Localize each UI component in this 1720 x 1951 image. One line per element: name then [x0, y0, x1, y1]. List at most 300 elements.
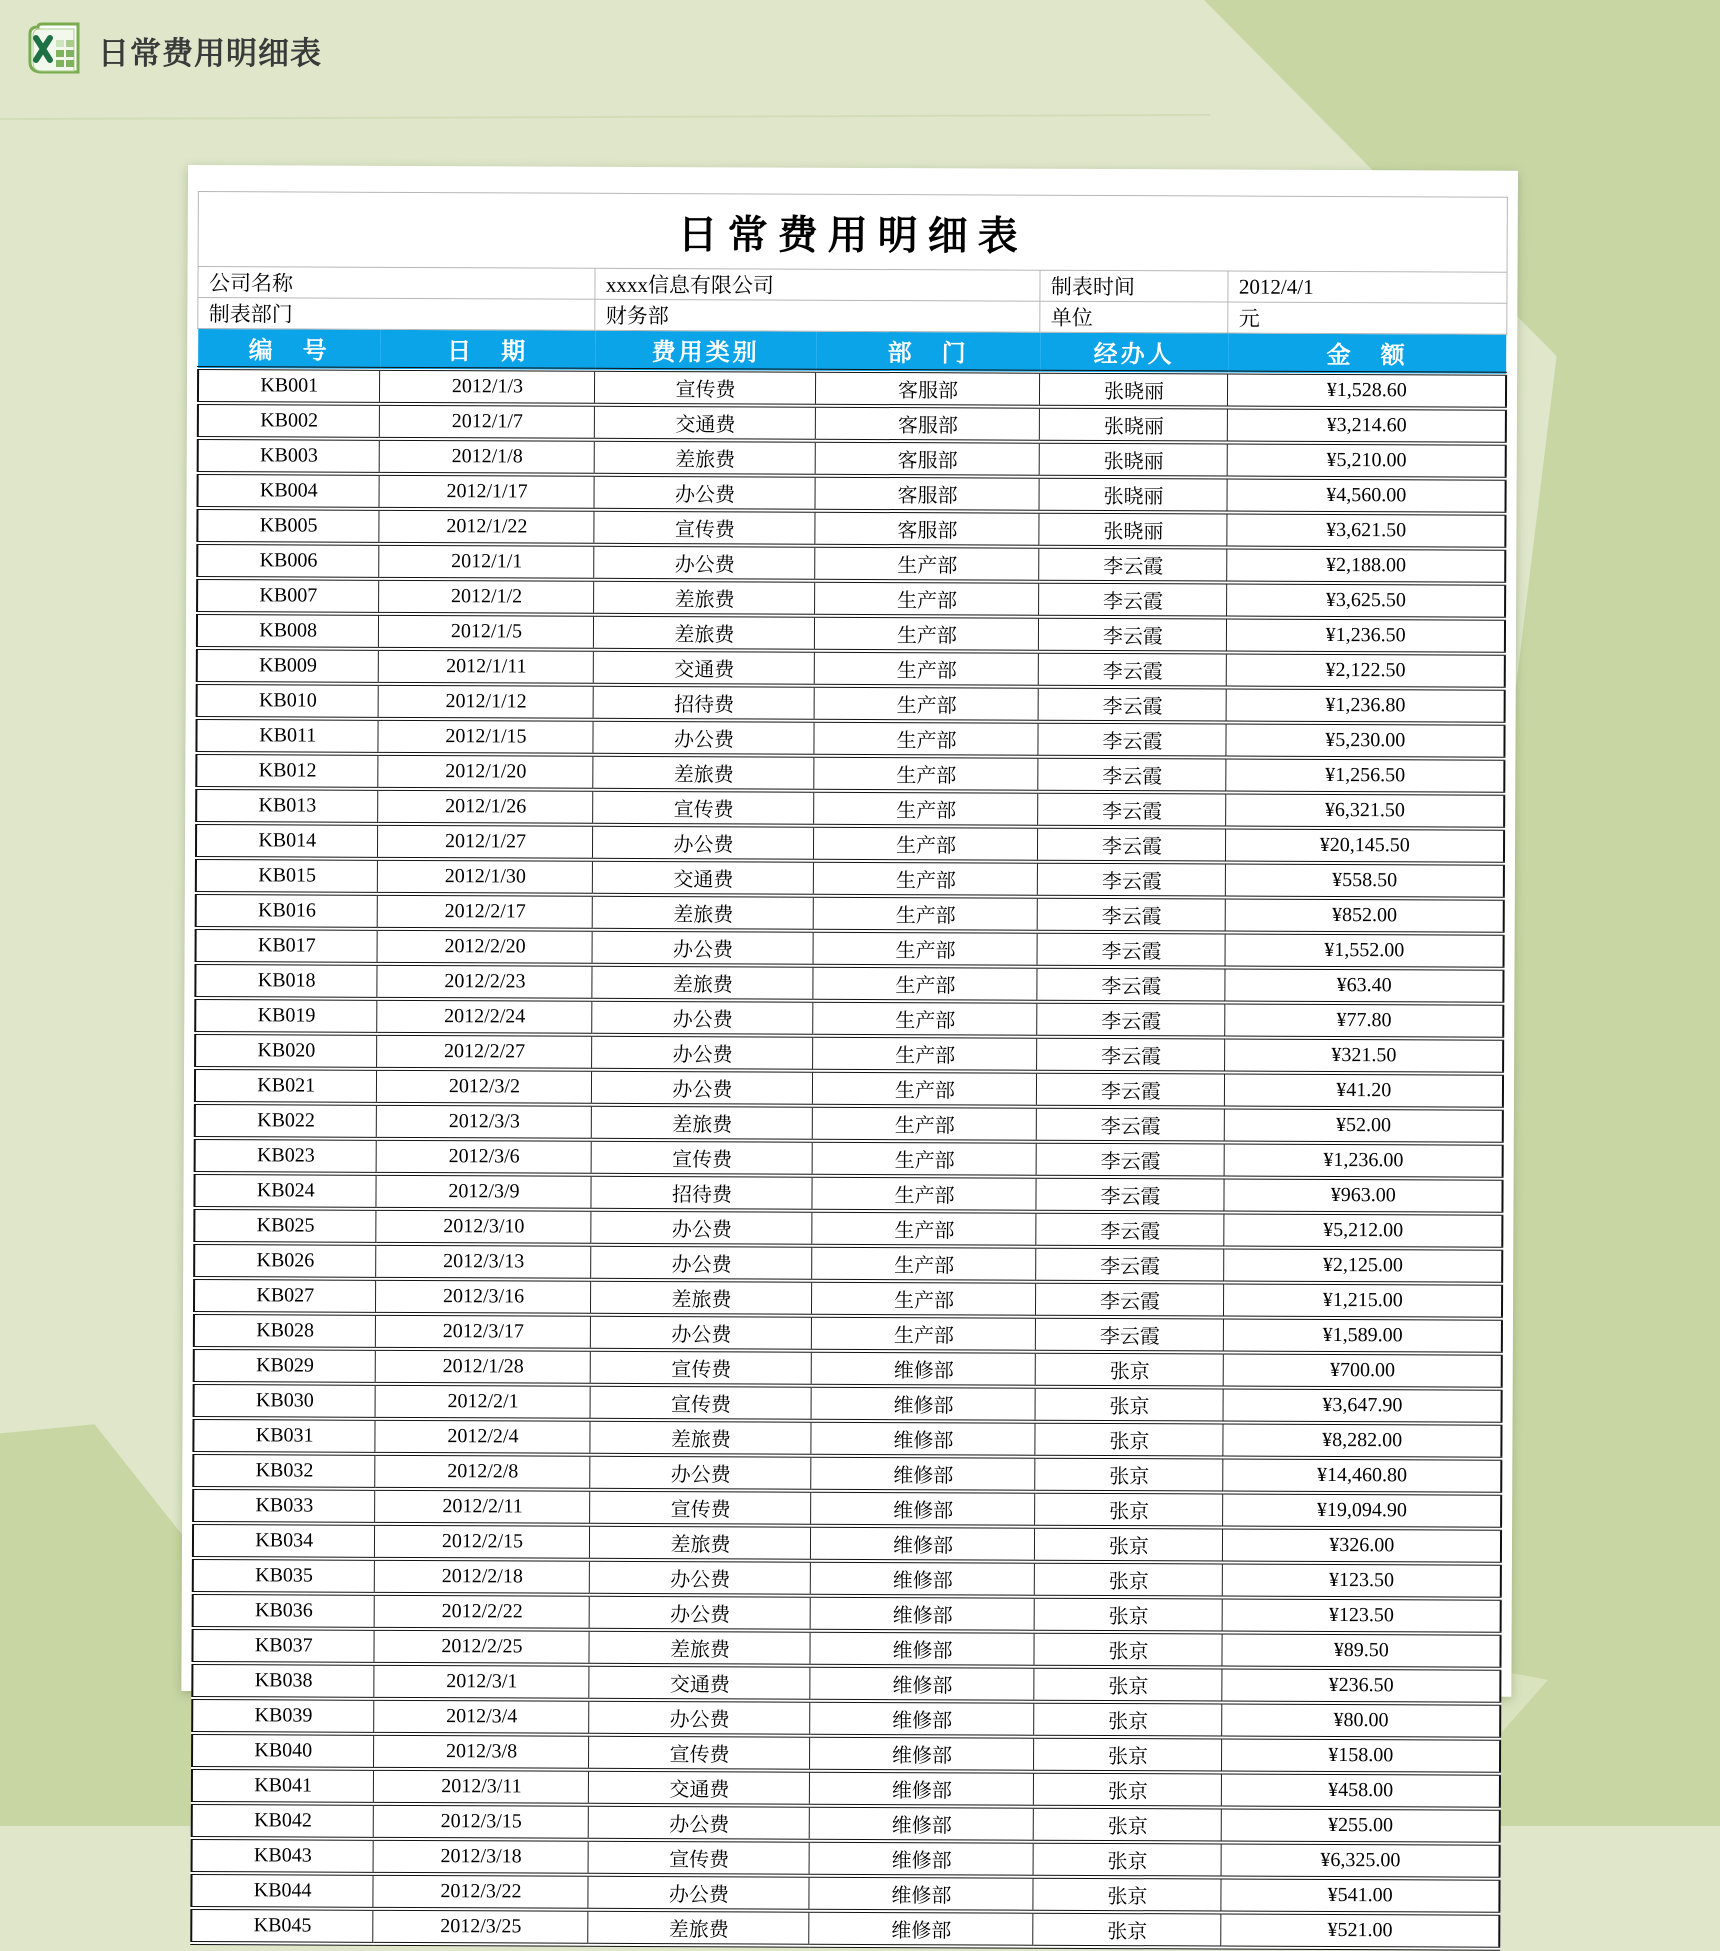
cell-type: 差旅费 — [592, 1105, 813, 1141]
cell-type: 办公费 — [593, 720, 814, 756]
cell-date: 2012/2/4 — [375, 1419, 590, 1455]
cell-type: 宣传费 — [594, 510, 815, 546]
cell-date: 2012/3/3 — [377, 1104, 592, 1140]
table-row — [194, 1243, 1502, 1284]
cell-handler: 张京 — [1034, 1807, 1222, 1843]
table-row — [195, 1103, 1503, 1144]
cell-dept: 维修部 — [810, 1736, 1034, 1772]
cell-date: 2012/1/1 — [379, 544, 594, 580]
worksheet — [181, 165, 1518, 1944]
cell-dept: 客服部 — [816, 371, 1040, 407]
cell-id: KB004 — [197, 473, 379, 509]
table-row — [198, 403, 1506, 444]
table-row — [197, 543, 1505, 584]
column-header-amount: 金 额 — [1228, 333, 1506, 374]
cell-id: KB034 — [193, 1523, 375, 1559]
cell-amount: ¥6,325.00 — [1222, 1843, 1500, 1879]
cell-id: KB014 — [196, 823, 378, 859]
cell-id: KB015 — [196, 858, 378, 894]
cell-amount: ¥2,122.50 — [1227, 653, 1505, 689]
cell-id: KB017 — [196, 928, 378, 964]
table-row — [192, 1768, 1500, 1809]
cell-id: KB008 — [197, 613, 379, 649]
cell-dept: 维修部 — [811, 1456, 1035, 1492]
cell-date: 2012/3/9 — [376, 1174, 591, 1210]
cell-id: KB037 — [192, 1628, 374, 1664]
table-row — [193, 1418, 1501, 1459]
cell-amount: ¥321.50 — [1225, 1038, 1503, 1074]
column-header-dept: 部 门 — [816, 331, 1040, 371]
made-time-value: 2012/4/1 — [1228, 271, 1506, 303]
cell-type: 差旅费 — [594, 615, 815, 651]
cell-amount: ¥63.40 — [1225, 968, 1503, 1004]
cell-amount: ¥3,621.50 — [1227, 513, 1505, 549]
cell-id: KB021 — [195, 1068, 377, 1104]
cell-handler: 李云霞 — [1037, 967, 1225, 1003]
cell-handler: 李云霞 — [1039, 617, 1227, 653]
cell-amount: ¥3,647.90 — [1224, 1388, 1502, 1424]
cell-handler: 张京 — [1033, 1877, 1221, 1913]
cell-dept: 维修部 — [811, 1421, 1035, 1457]
page-title: 日常费用明细表 — [98, 35, 322, 71]
cell-date: 2012/2/20 — [378, 929, 593, 965]
cell-id: KB010 — [197, 683, 379, 719]
table-row — [196, 788, 1504, 829]
cell-handler: 李云霞 — [1039, 687, 1227, 723]
cell-date: 2012/3/15 — [374, 1804, 589, 1840]
cell-type: 交通费 — [594, 650, 815, 686]
table-row — [198, 438, 1506, 479]
cell-date: 2012/3/18 — [374, 1839, 589, 1875]
cell-date: 2012/2/24 — [377, 999, 592, 1035]
table-row — [195, 1033, 1503, 1074]
cell-type: 差旅费 — [589, 1630, 810, 1666]
cell-amount: ¥1,256.50 — [1226, 758, 1504, 794]
cell-date: 2012/2/15 — [375, 1524, 590, 1560]
cell-type: 办公费 — [589, 1700, 810, 1736]
cell-type: 宣传费 — [591, 1350, 812, 1386]
cell-amount: ¥963.00 — [1224, 1178, 1502, 1214]
cell-handler: 李云霞 — [1036, 1177, 1224, 1213]
table-row — [192, 1663, 1500, 1704]
table-row — [194, 1278, 1502, 1319]
cell-handler: 李云霞 — [1037, 932, 1225, 968]
cell-dept: 客服部 — [815, 511, 1039, 547]
column-header-type: 费用类别 — [595, 330, 816, 370]
cell-date: 2012/3/2 — [377, 1069, 592, 1105]
cell-id: KB019 — [195, 998, 377, 1034]
table-row — [196, 928, 1504, 969]
cell-amount: ¥1,552.00 — [1225, 933, 1503, 969]
cell-dept: 生产部 — [814, 791, 1038, 827]
table-row — [193, 1488, 1501, 1529]
cell-id: KB027 — [194, 1278, 376, 1314]
cell-type: 办公费 — [590, 1560, 811, 1596]
cell-type: 办公费 — [588, 1875, 809, 1911]
table-row — [192, 1698, 1500, 1739]
sheet-title: 日常费用明细表 — [199, 192, 1507, 273]
cell-id: KB024 — [194, 1173, 376, 1209]
cell-handler: 李云霞 — [1038, 722, 1226, 758]
cell-id: KB035 — [193, 1558, 375, 1594]
cell-amount: ¥2,125.00 — [1224, 1248, 1502, 1284]
cell-type: 办公费 — [592, 930, 813, 966]
cell-amount: ¥6,321.50 — [1226, 793, 1504, 829]
cell-date: 2012/3/11 — [374, 1769, 589, 1805]
table-row — [192, 1628, 1500, 1669]
cell-amount: ¥5,212.00 — [1224, 1213, 1502, 1249]
cell-handler: 张京 — [1034, 1667, 1222, 1703]
cell-amount: ¥41.20 — [1225, 1073, 1503, 1109]
unit-label: 单位 — [1040, 301, 1228, 333]
sheet-title-row — [199, 192, 1507, 273]
cell-type: 办公费 — [590, 1455, 811, 1491]
table-row — [193, 1593, 1501, 1634]
cell-date: 2012/2/27 — [377, 1034, 592, 1070]
cell-type: 差旅费 — [594, 580, 815, 616]
cell-amount: ¥2,188.00 — [1227, 548, 1505, 584]
cell-handler: 张京 — [1036, 1352, 1224, 1388]
cell-type: 办公费 — [594, 545, 815, 581]
table-row — [191, 1873, 1499, 1914]
cell-handler: 张晓丽 — [1040, 372, 1228, 408]
cell-date: 2012/1/8 — [380, 439, 595, 475]
cell-amount: ¥521.00 — [1221, 1913, 1499, 1949]
table-row — [195, 963, 1503, 1004]
cell-id: KB003 — [198, 438, 380, 474]
excel-icon — [26, 22, 82, 78]
cell-type: 宣传费 — [593, 790, 814, 826]
cell-dept: 维修部 — [811, 1596, 1035, 1632]
cell-handler: 张京 — [1033, 1912, 1221, 1948]
cell-dept: 生产部 — [812, 1316, 1036, 1352]
cell-handler: 张京 — [1034, 1842, 1222, 1878]
dept-value: 财务部 — [595, 299, 1040, 332]
table-row — [195, 1068, 1503, 1109]
table-row — [194, 1383, 1502, 1424]
cell-handler: 张京 — [1036, 1387, 1224, 1423]
cell-handler: 李云霞 — [1038, 792, 1226, 828]
cell-dept: 客服部 — [815, 476, 1039, 512]
cell-id: KB040 — [192, 1733, 374, 1769]
cell-handler: 李云霞 — [1038, 827, 1226, 863]
column-header-date: 日 期 — [380, 329, 595, 369]
cell-date: 2012/1/17 — [379, 474, 594, 510]
cell-dept: 生产部 — [815, 581, 1039, 617]
cell-amount: ¥4,560.00 — [1227, 478, 1505, 514]
cell-dept: 生产部 — [813, 1106, 1037, 1142]
cell-handler: 张京 — [1035, 1457, 1223, 1493]
cell-id: KB026 — [194, 1243, 376, 1279]
cell-id: KB022 — [195, 1103, 377, 1139]
expense-table-body — [191, 368, 1506, 1949]
cell-dept: 生产部 — [814, 721, 1038, 757]
table-row — [198, 368, 1506, 409]
cell-dept: 维修部 — [810, 1806, 1034, 1842]
cell-handler: 李云霞 — [1037, 1002, 1225, 1038]
cell-date: 2012/1/30 — [378, 859, 593, 895]
cell-amount: ¥1,215.00 — [1224, 1283, 1502, 1319]
cell-dept: 维修部 — [809, 1911, 1033, 1947]
table-row — [197, 683, 1505, 724]
cell-dept: 客服部 — [816, 441, 1040, 477]
cell-amount: ¥1,528.60 — [1228, 373, 1506, 409]
cell-date: 2012/1/3 — [380, 369, 595, 405]
cell-date: 2012/2/11 — [375, 1489, 590, 1525]
cell-date: 2012/2/1 — [376, 1384, 591, 1420]
cell-type: 办公费 — [591, 1245, 812, 1281]
cell-dept: 维修部 — [812, 1351, 1036, 1387]
cell-id: KB025 — [194, 1208, 376, 1244]
cell-id: KB005 — [197, 508, 379, 544]
cell-amount: ¥5,230.00 — [1226, 723, 1504, 759]
cell-type: 交通费 — [593, 860, 814, 896]
cell-amount: ¥77.80 — [1225, 1003, 1503, 1039]
table-row — [197, 648, 1505, 689]
cell-id: KB044 — [191, 1873, 373, 1909]
cell-handler: 李云霞 — [1037, 1142, 1225, 1178]
cell-dept: 维修部 — [811, 1561, 1035, 1597]
cell-type: 宣传费 — [589, 1735, 810, 1771]
cell-id: KB020 — [195, 1033, 377, 1069]
cell-date: 2012/2/17 — [378, 894, 593, 930]
cell-amount: ¥52.00 — [1225, 1108, 1503, 1144]
cell-type: 办公费 — [594, 475, 815, 511]
cell-dept: 生产部 — [812, 1281, 1036, 1317]
cell-type: 办公费 — [592, 1070, 813, 1106]
expense-table — [190, 191, 1508, 1951]
cell-id: KB039 — [192, 1698, 374, 1734]
cell-dept: 生产部 — [813, 1141, 1037, 1177]
cell-date: 2012/1/12 — [379, 684, 594, 720]
cell-handler: 李云霞 — [1037, 1072, 1225, 1108]
cell-handler: 张晓丽 — [1039, 512, 1227, 548]
cell-type: 办公费 — [593, 825, 814, 861]
cell-id: KB032 — [193, 1453, 375, 1489]
cell-amount: ¥541.00 — [1221, 1878, 1499, 1914]
cell-type: 办公费 — [591, 1315, 812, 1351]
cell-handler: 张京 — [1035, 1562, 1223, 1598]
cell-handler: 张京 — [1034, 1772, 1222, 1808]
table-row — [193, 1558, 1501, 1599]
cell-id: KB011 — [196, 718, 378, 754]
cell-date: 2012/3/25 — [373, 1909, 588, 1945]
cell-type: 差旅费 — [590, 1420, 811, 1456]
table-row — [191, 1908, 1499, 1949]
cell-handler: 李云霞 — [1039, 547, 1227, 583]
cell-dept: 维修部 — [810, 1841, 1034, 1877]
table-row — [196, 718, 1504, 759]
cell-type: 交通费 — [595, 405, 816, 441]
cell-id: KB009 — [197, 648, 379, 684]
cell-handler: 张京 — [1034, 1737, 1222, 1773]
cell-dept: 生产部 — [814, 896, 1038, 932]
cell-handler: 李云霞 — [1036, 1247, 1224, 1283]
cell-type: 交通费 — [589, 1770, 810, 1806]
cell-date: 2012/3/22 — [373, 1874, 588, 1910]
cell-type: 办公费 — [592, 1035, 813, 1071]
table-row — [197, 613, 1505, 654]
cell-handler: 张京 — [1034, 1632, 1222, 1668]
background-band-edge — [0, 114, 1210, 120]
cell-date: 2012/2/25 — [374, 1629, 589, 1665]
cell-type: 差旅费 — [592, 965, 813, 1001]
table-row — [193, 1453, 1501, 1494]
column-header-handler: 经办人 — [1040, 332, 1228, 372]
cell-id: KB031 — [193, 1418, 375, 1454]
cell-dept: 生产部 — [815, 686, 1039, 722]
cell-date: 2012/3/10 — [376, 1209, 591, 1245]
cell-date: 2012/1/28 — [376, 1349, 591, 1385]
cell-dept: 维修部 — [811, 1491, 1035, 1527]
cell-dept: 生产部 — [813, 1001, 1037, 1037]
cell-dept: 生产部 — [814, 861, 1038, 897]
cell-date: 2012/1/7 — [380, 404, 595, 440]
cell-dept: 生产部 — [813, 1071, 1037, 1107]
cell-dept: 维修部 — [812, 1386, 1036, 1422]
table-row — [196, 753, 1504, 794]
table-row — [192, 1803, 1500, 1844]
cell-amount: ¥700.00 — [1224, 1353, 1502, 1389]
cell-id: KB006 — [197, 543, 379, 579]
cell-amount: ¥19,094.90 — [1223, 1493, 1501, 1529]
cell-date: 2012/1/2 — [379, 579, 594, 615]
cell-date: 2012/2/22 — [375, 1594, 590, 1630]
cell-dept: 生产部 — [812, 1246, 1036, 1282]
cell-date: 2012/1/5 — [379, 614, 594, 650]
cell-dept: 生产部 — [815, 651, 1039, 687]
cell-date: 2012/3/6 — [377, 1139, 592, 1175]
cell-dept: 维修部 — [810, 1771, 1034, 1807]
cell-amount: ¥89.50 — [1222, 1633, 1500, 1669]
table-row — [194, 1208, 1502, 1249]
cell-type: 差旅费 — [593, 895, 814, 931]
cell-dept: 生产部 — [813, 966, 1037, 1002]
cell-handler: 李云霞 — [1038, 862, 1226, 898]
cell-dept: 客服部 — [816, 406, 1040, 442]
cell-dept: 生产部 — [813, 1036, 1037, 1072]
cell-id: KB036 — [193, 1593, 375, 1629]
cell-id: KB013 — [196, 788, 378, 824]
cell-amount: ¥458.00 — [1222, 1773, 1500, 1809]
cell-id: KB012 — [196, 753, 378, 789]
cell-id: KB029 — [194, 1348, 376, 1384]
cell-date: 2012/3/1 — [374, 1664, 589, 1700]
cell-amount: ¥1,589.00 — [1224, 1318, 1502, 1354]
cell-type: 招待费 — [591, 1175, 812, 1211]
cell-id: KB033 — [193, 1488, 375, 1524]
cell-id: KB030 — [194, 1383, 376, 1419]
cell-type: 办公费 — [592, 1000, 813, 1036]
dept-label: 制表部门 — [198, 298, 595, 331]
cell-date: 2012/3/13 — [376, 1244, 591, 1280]
cell-handler: 张京 — [1034, 1702, 1222, 1738]
unit-value: 元 — [1228, 302, 1506, 334]
table-row — [195, 1138, 1503, 1179]
table-row — [197, 578, 1505, 619]
cell-type: 办公费 — [590, 1595, 811, 1631]
table-row — [196, 858, 1504, 899]
cell-date: 2012/1/26 — [378, 789, 593, 825]
cell-date: 2012/2/23 — [377, 964, 592, 1000]
cell-amount: ¥326.00 — [1223, 1528, 1501, 1564]
cell-amount: ¥14,460.80 — [1223, 1458, 1501, 1494]
cell-amount: ¥8,282.00 — [1223, 1423, 1501, 1459]
cell-dept: 生产部 — [814, 826, 1038, 862]
cell-amount: ¥80.00 — [1222, 1703, 1500, 1739]
cell-type: 差旅费 — [590, 1525, 811, 1561]
cell-dept: 维修部 — [810, 1701, 1034, 1737]
cell-id: KB038 — [192, 1663, 374, 1699]
cell-amount: ¥852.00 — [1226, 898, 1504, 934]
cell-date: 2012/3/16 — [376, 1279, 591, 1315]
cell-handler: 李云霞 — [1039, 582, 1227, 618]
cell-dept: 维修部 — [810, 1631, 1034, 1667]
cell-handler: 李云霞 — [1036, 1212, 1224, 1248]
cell-type: 宣传费 — [591, 1385, 812, 1421]
company-label: 公司名称 — [198, 267, 595, 300]
cell-amount: ¥3,214.60 — [1228, 408, 1506, 444]
cell-amount: ¥158.00 — [1222, 1738, 1500, 1774]
cell-handler: 李云霞 — [1036, 1317, 1224, 1353]
cell-type: 差旅费 — [595, 440, 816, 476]
cell-id: KB018 — [195, 963, 377, 999]
company-value: xxxx信息有限公司 — [595, 268, 1040, 301]
cell-id: KB028 — [194, 1313, 376, 1349]
cell-type: 差旅费 — [588, 1910, 809, 1946]
cell-handler: 李云霞 — [1037, 1107, 1225, 1143]
table-row — [194, 1313, 1502, 1354]
cell-id: KB023 — [195, 1138, 377, 1174]
cell-id: KB002 — [198, 403, 380, 439]
cell-dept: 生产部 — [812, 1211, 1036, 1247]
cell-type: 差旅费 — [591, 1280, 812, 1316]
cell-amount: ¥255.00 — [1222, 1808, 1500, 1844]
cell-date: 2012/1/22 — [379, 509, 594, 545]
cell-type: 宣传费 — [590, 1490, 811, 1526]
cell-date: 2012/1/15 — [378, 719, 593, 755]
cell-type: 办公费 — [591, 1210, 812, 1246]
table-row — [192, 1733, 1500, 1774]
cell-handler: 李云霞 — [1038, 757, 1226, 793]
cell-amount: ¥558.50 — [1226, 863, 1504, 899]
cell-date: 2012/2/8 — [375, 1454, 590, 1490]
cell-amount: ¥5,210.00 — [1228, 443, 1506, 479]
cell-amount: ¥123.50 — [1223, 1563, 1501, 1599]
cell-type: 交通费 — [589, 1665, 810, 1701]
made-time-label: 制表时间 — [1040, 270, 1228, 302]
cell-handler: 李云霞 — [1038, 897, 1226, 933]
cell-type: 宣传费 — [589, 1840, 810, 1876]
cell-dept: 生产部 — [815, 546, 1039, 582]
cell-type: 宣传费 — [592, 1140, 813, 1176]
cell-date: 2012/3/4 — [374, 1699, 589, 1735]
cell-handler: 张京 — [1035, 1422, 1223, 1458]
cell-id: KB001 — [198, 368, 380, 404]
table-row — [194, 1348, 1502, 1389]
column-header-row — [198, 329, 1506, 374]
cell-handler: 张晓丽 — [1040, 442, 1228, 478]
cell-amount: ¥1,236.50 — [1227, 618, 1505, 654]
cell-dept: 生产部 — [812, 1176, 1036, 1212]
cell-dept: 维修部 — [811, 1526, 1035, 1562]
cell-amount: ¥3,625.50 — [1227, 583, 1505, 619]
cell-handler: 张晓丽 — [1040, 407, 1228, 443]
table-row — [196, 823, 1504, 864]
cell-id: KB045 — [191, 1908, 373, 1944]
cell-handler: 李云霞 — [1037, 1037, 1225, 1073]
column-header-id: 编 号 — [198, 329, 380, 369]
